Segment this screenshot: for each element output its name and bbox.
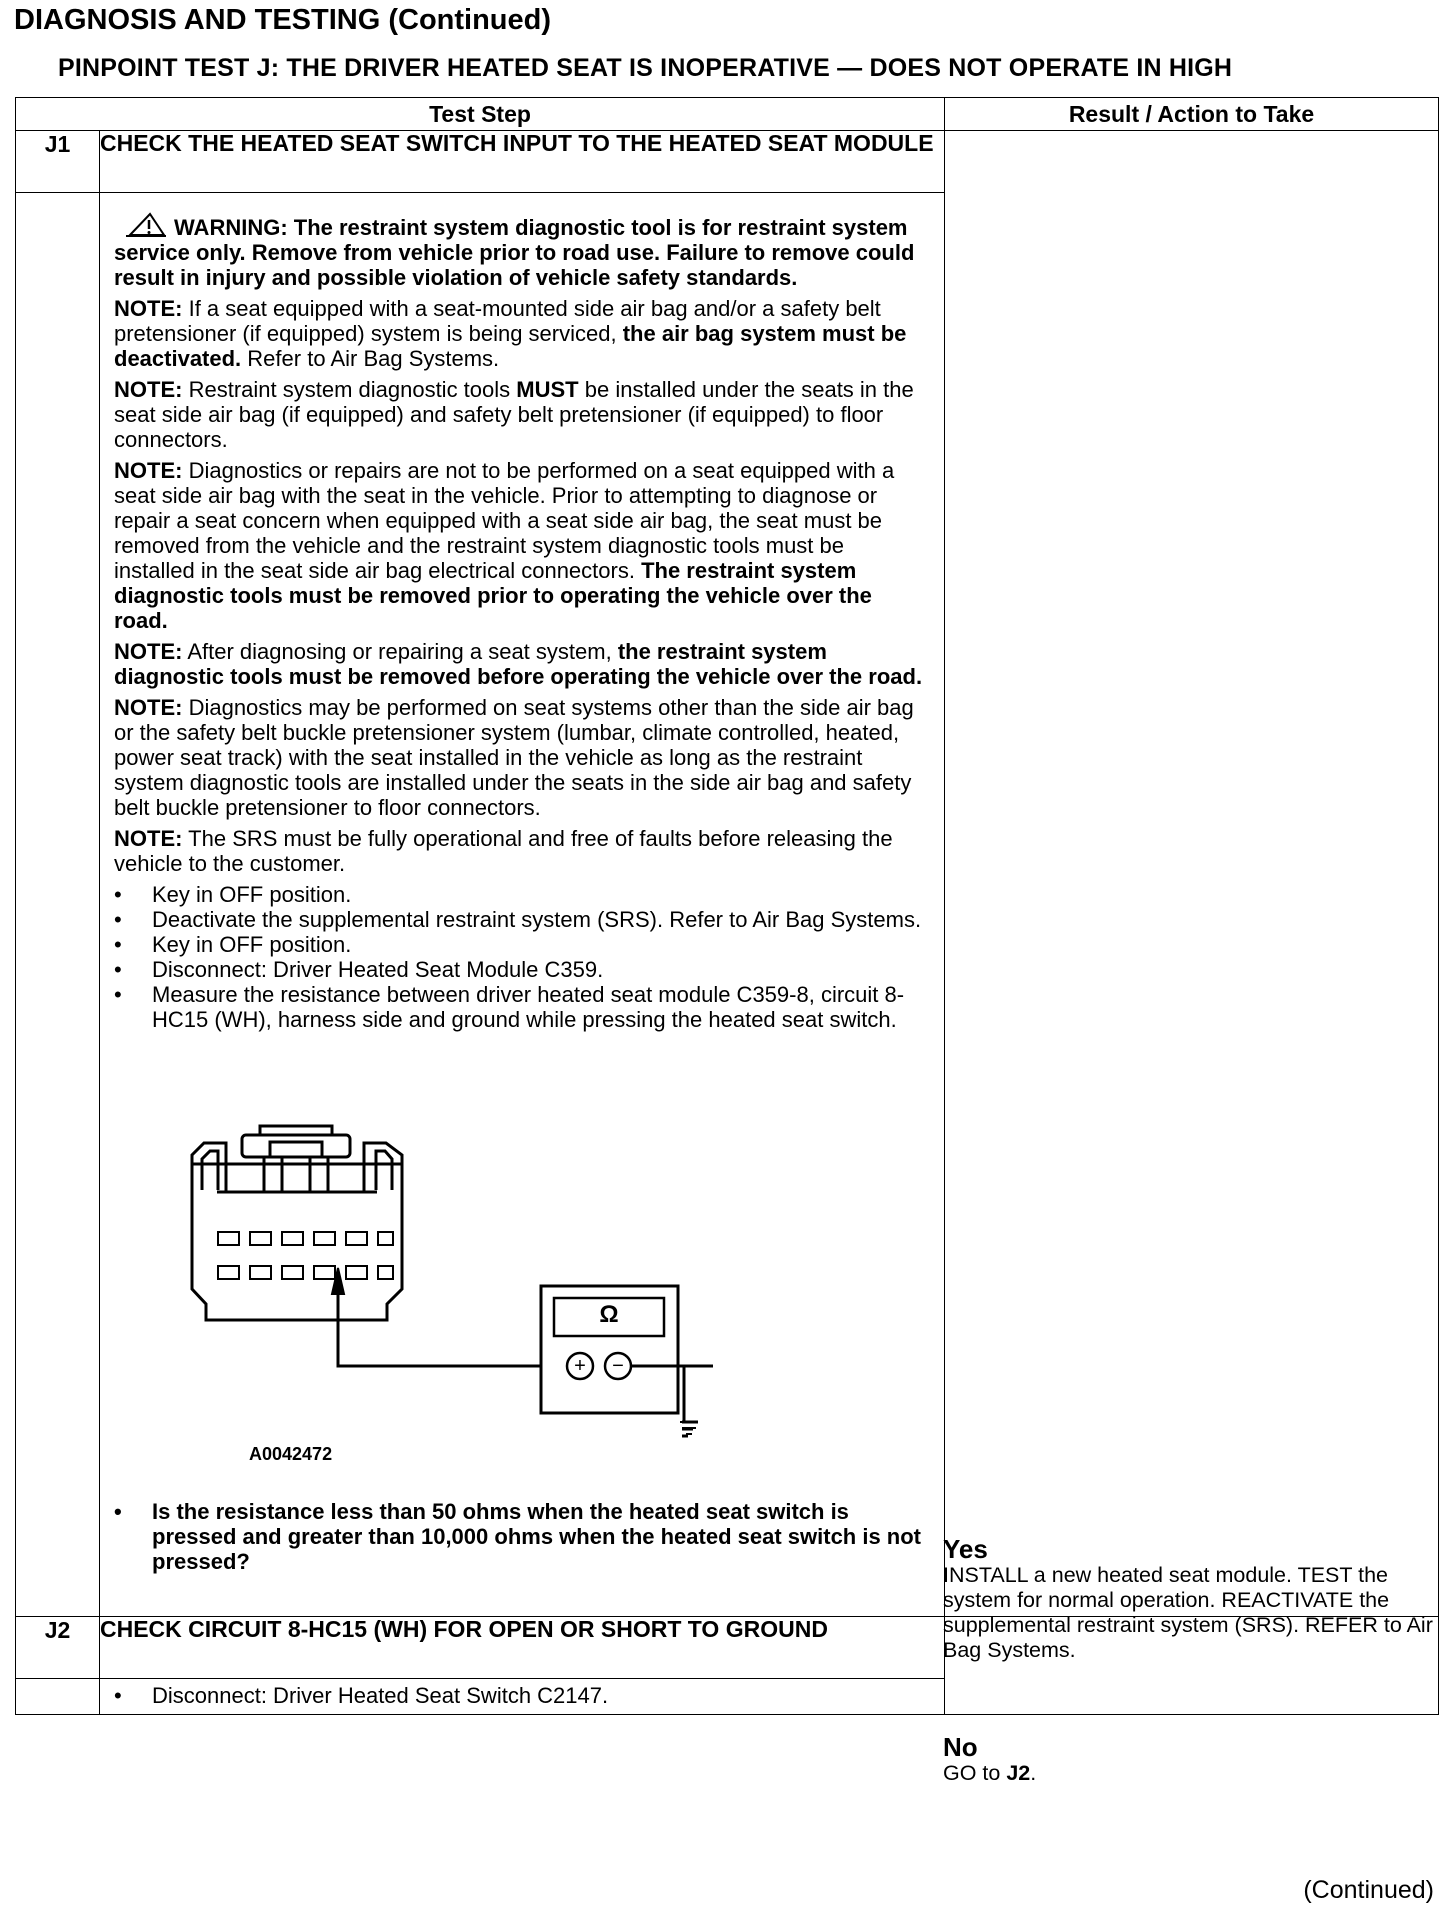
note-label: NOTE: — [114, 826, 183, 851]
note-3-emphasis: The restraint system diagnostic tools must be removed prior to operating the vehicle over the road. — [114, 558, 872, 633]
question-list — [114, 1499, 930, 1574]
note-6 — [114, 826, 930, 876]
connector-diagram-illustration — [114, 1032, 714, 1487]
page-title: DIAGNOSIS AND TESTING (Continued) — [14, 4, 552, 36]
no-action — [943, 1761, 1423, 1786]
note-3-text: Diagnostics or repairs are not to be performed on a seat equipped with a seat side air bag with the seat in the vehicle. Prior to attempting to diagnose or repair a seat concern when equipped with a seat side air bag, the seat must be removed from the vehicle and the restraint system diagnostic tools must be installed in the seat side air bag electrical connectors. — [114, 458, 895, 583]
step-title-j2: CHECK CIRCUIT 8-HC15 (WH) FOR OPEN OR SHORT TO GROUND — [100, 1617, 945, 1679]
note-1-text: If a seat equipped with a seat-mounted side air bag and/or a safety belt pretensioner (if equipped) system is being serviced, — [114, 296, 881, 346]
list-item: • Key in OFF position. — [114, 882, 930, 907]
note-4 — [114, 639, 930, 689]
step-id-spacer — [16, 193, 100, 1617]
pinpoint-test-title: PINPOINT TEST J: THE DRIVER HEATED SEAT IS INOPERATIVE — DOES NOT OPERATE IN HIGH — [58, 54, 1233, 82]
result-no — [943, 1733, 1423, 1786]
no-action-text: GO to — [943, 1761, 1001, 1785]
column-header-test-step: Test Step — [16, 98, 945, 131]
list-item: • Disconnect: Driver Heated Seat Module C359. — [114, 957, 930, 982]
step-title-j1: CHECK THE HEATED SEAT SWITCH INPUT TO THE HEATED SEAT MODULE — [100, 131, 945, 193]
ground-bar — [686, 1433, 692, 1435]
step-id-spacer — [16, 1679, 100, 1715]
result-cell-j1 — [945, 131, 1439, 1617]
ground-bar — [680, 1421, 698, 1423]
table-header-row — [16, 98, 1439, 131]
note-5 — [114, 695, 930, 820]
plus-terminal: + — [574, 1355, 586, 1377]
step-id-j1: J1 — [16, 131, 100, 193]
warning-triangle-icon — [124, 211, 168, 239]
note-label: NOTE: — [114, 296, 183, 321]
no-action-period: . — [1030, 1761, 1037, 1785]
minus-terminal: − — [612, 1355, 624, 1377]
note-label: NOTE: — [114, 377, 183, 402]
no-action-link[interactable]: J2 — [1006, 1761, 1031, 1785]
ground-symbol-icon — [682, 1366, 712, 1466]
column-header-result: Result / Action to Take — [945, 98, 1439, 131]
note-label: NOTE: — [114, 695, 183, 720]
note-1-reference: Refer to Air Bag Systems. — [247, 346, 500, 371]
note-1 — [114, 296, 930, 371]
note-1-emphasis: the air bag system must be deactivated. — [114, 321, 907, 371]
list-item: • Measure the resistance between driver heated seat module C359-8, circuit 8-HC15 (WH), harness side and ground while pressing the heated seat switch. — [114, 982, 930, 1032]
note-2-text: Restraint system diagnostic tools — [188, 377, 511, 402]
pinpoint-test-table — [15, 97, 1439, 1715]
figure-code: A0042472 — [249, 1444, 333, 1464]
note-2-text-end: be installed under the seats in the seat side air bag (if equipped) and safety belt pretensioner (if equipped) to floor connectors. — [114, 377, 914, 452]
note-5-text: Diagnostics may be performed on seat systems other than the side air bag or the safety belt buckle pretensioner system (lumbar, climate controlled, heated, power seat track) with the seat installed in the vehicle as long as the restraint system diagnostic tools are installed under the seats in the side air bag and safety belt buckle pretensioner to floor connectors. — [114, 695, 914, 820]
note-label: NOTE: — [114, 639, 183, 664]
step-id-j2: J2 — [16, 1617, 100, 1679]
note-2-emphasis: MUST — [516, 377, 579, 402]
list-item: • Deactivate the supplemental restraint system (SRS). Refer to Air Bag Systems. — [114, 907, 930, 932]
note-2 — [114, 377, 930, 452]
note-4-text: After diagnosing or repairing a seat system, — [187, 639, 612, 664]
note-4-emphasis: the restraint system diagnostic tools must be removed before operating the vehicle over the road. — [114, 639, 923, 689]
no-label: No — [943, 1732, 978, 1762]
list-item: • Key in OFF position. — [114, 932, 930, 957]
note-6-text: The SRS must be fully operational and free of faults before releasing the vehicle to the customer. — [114, 826, 893, 876]
warning-text: WARNING: The restraint system diagnostic tool is for restraint system service only. Remove from vehicle prior to road use. Failure to remove could result in injury and possible violation of vehicle safety standards. — [114, 215, 915, 290]
list-item: • Disconnect: Driver Heated Seat Switch C2147. — [114, 1683, 930, 1708]
procedure-steps — [114, 882, 930, 1032]
ground-bar — [682, 1427, 696, 1429]
step-j1-header-row — [16, 131, 1439, 193]
step-body-j1 — [100, 193, 945, 1617]
result-yes — [943, 1535, 1433, 1663]
warning-block — [114, 211, 930, 290]
continued-label: (Continued) — [1303, 1876, 1434, 1904]
connector-measurement-diagram — [114, 1032, 714, 1487]
test-question: • Is the resistance less than 50 ohms when the heated seat switch is pressed and greater than 10,000 ohms when the heated seat switch is not pressed? — [114, 1499, 930, 1574]
yes-label: Yes — [943, 1534, 988, 1564]
yes-action: INSTALL a new heated seat module. TEST the system for normal operation. REACTIVATE the supplemental restraint system (SRS). REFER to Air Bag Systems. — [943, 1563, 1433, 1662]
note-3 — [114, 458, 930, 633]
step-body-j2 — [100, 1679, 945, 1715]
ohm-icon: Ω — [599, 1301, 619, 1328]
note-label: NOTE: — [114, 458, 183, 483]
